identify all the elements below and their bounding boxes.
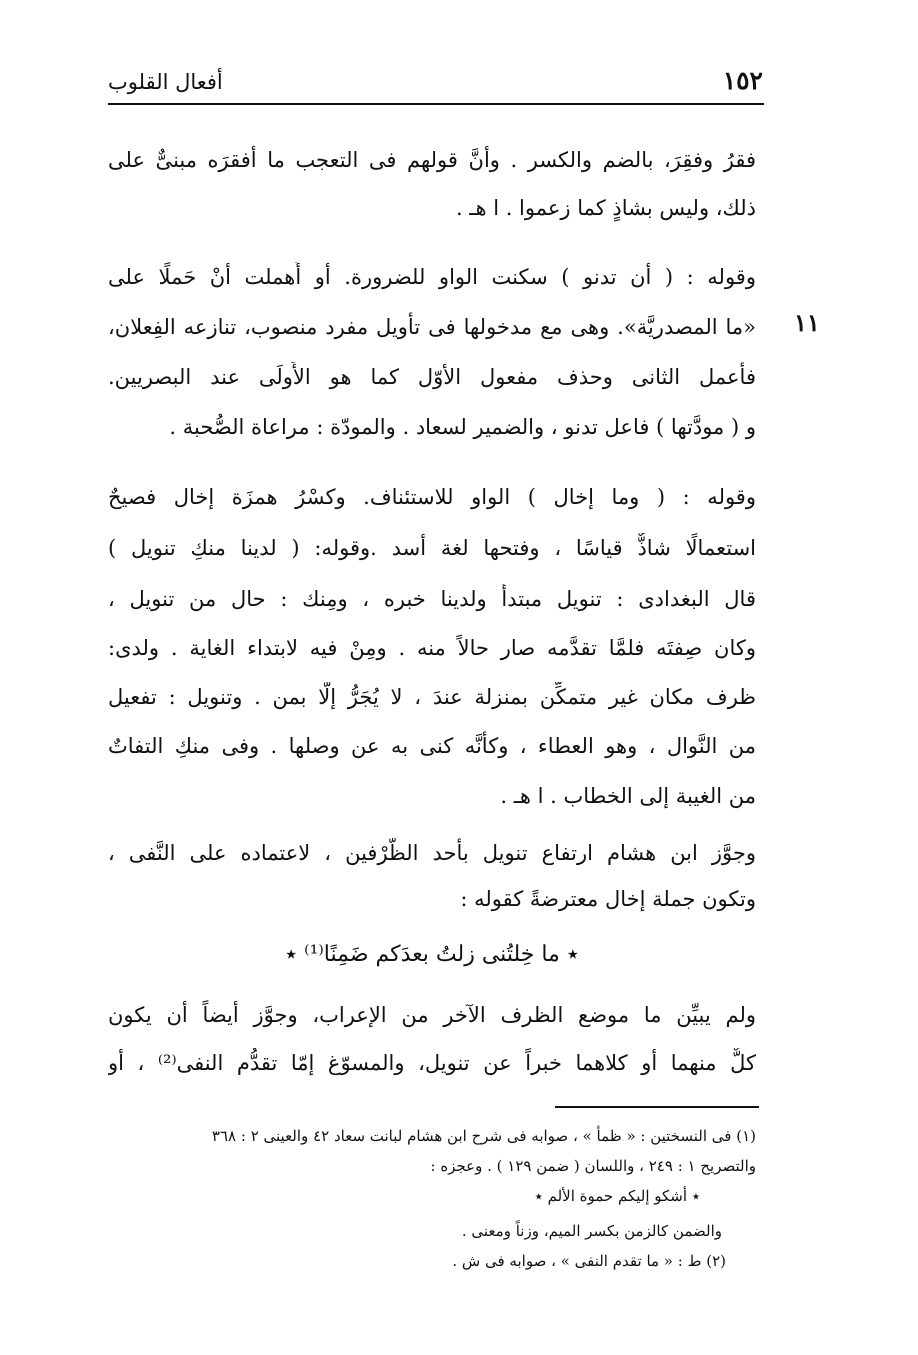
body-line: فقرُ وفقِرَ، بالضم والكسر . وأنَّ قولهم فى التعجب ما أفقرَه مبنىٌّ على (108, 148, 756, 172)
body-line: من النَّوال ، وهو العطاء ، وكأنَّه كنى به عن وصلها . وفى منكِ التفاتٌ (108, 734, 756, 758)
margin-line-number: ١١ (794, 308, 820, 337)
running-title: أفعال القلوب (108, 70, 223, 94)
body-line: و ( مودَّتها ) فاعل تدنو ، والضمير لسعاد . والمودّة : مراعاة الصُّحبة . (169, 415, 756, 439)
footnote-1: (١) فى النسختين : « ظمأ » ، صوابه فى شرح ابن هشام لبانت سعاد ٤٢ والعينى ٢ : ٣٦٨ (211, 1127, 756, 1145)
body-line: «ما المصدريَّة». وهى مع مدخولها فى تأْويل مفرد منصوب، تنازعه الفِعلان، (108, 315, 756, 339)
footnote-rule (555, 1106, 759, 1108)
body-line: فأُعمل الثانى وحذف مفعول الأوّل كما هو الأَولَى عند البصريين. (108, 365, 756, 389)
footnote-1-gloss: والضمن كالزمن بكسر الميم، وزناً ومعنى . (461, 1222, 722, 1240)
footnote-2: (٢) ط : « ما تقدم النفى » ، صوابه فى ش . (452, 1252, 726, 1270)
body-line: وجوَّز ابن هشام ارتفاع تنويل بأَحد الظَّرْفين ، لاعتماده على النَّفى ، (108, 841, 756, 865)
body-line: وقوله : ( وما إخال ) الواو للاستئناف. وكسْرُ همزَة إخال فصيحٌ (108, 485, 756, 509)
body-line: وتكون جملة إخال معترضةً كقوله : (460, 887, 756, 911)
body-line: وكان صِفتَه فلمَّا تقدَّمه صار حالاً منه . ومِنْ فيه لابتداء الغاية . ولدى: (108, 636, 756, 660)
footnote-1-continued: والتصريح ١ : ٢٤٩ ، واللسان ( ضمن ١٢٩ ) . وعجزه : (430, 1157, 756, 1175)
header-rule (108, 103, 764, 105)
body-line: قال البغدادى : تنويل مبتدأٌ ولدينا خبره ، ومِنك : حال من تنويل ، (108, 587, 756, 611)
body-line: ذلك، وليس بشاذٍ كما زعموا . ا هـ . (455, 196, 756, 220)
footnote-1-verse: ٭ أشكو إليكم حموة الألم ٭ (534, 1187, 700, 1205)
body-line: وقوله : ( أن تدنو ) سكنت الواو للضرورة. أو أُهملت أنْ حَملًا على (108, 265, 756, 289)
verse-line: ٭ ما خِلتُنى زلتُ بعدَكم ضَمِنًا⁽¹⁾ ٭ (285, 942, 579, 967)
body-line: من الغيبة إلى الخطاب . ا هـ . (500, 784, 756, 808)
page-header (108, 66, 763, 102)
body-line: استعمالًا شاذٌّ قياسًا ، وفتحها لغة أسد .وقوله: ( لدينا منكِ تنويل ) (108, 536, 756, 560)
body-line: كلٌّ منهما أو كلاهما خبراً عن تنويل، والمسوّغ إمّا تقدُّم النفى⁽²⁾ ، أو (108, 1051, 756, 1075)
page-number: ١٥٢ (722, 66, 763, 95)
body-line: ظرف مكان غير متمكِّن بمنزلة عندَ ، لا يُجَرُّ إلّا بمن . وتنويل : تفعيل (108, 685, 756, 709)
body-line: ولم يبيِّن ما موضع الظرف الآخر من الإعراب، وجوَّز أيضاً أن يكون (108, 1003, 756, 1027)
